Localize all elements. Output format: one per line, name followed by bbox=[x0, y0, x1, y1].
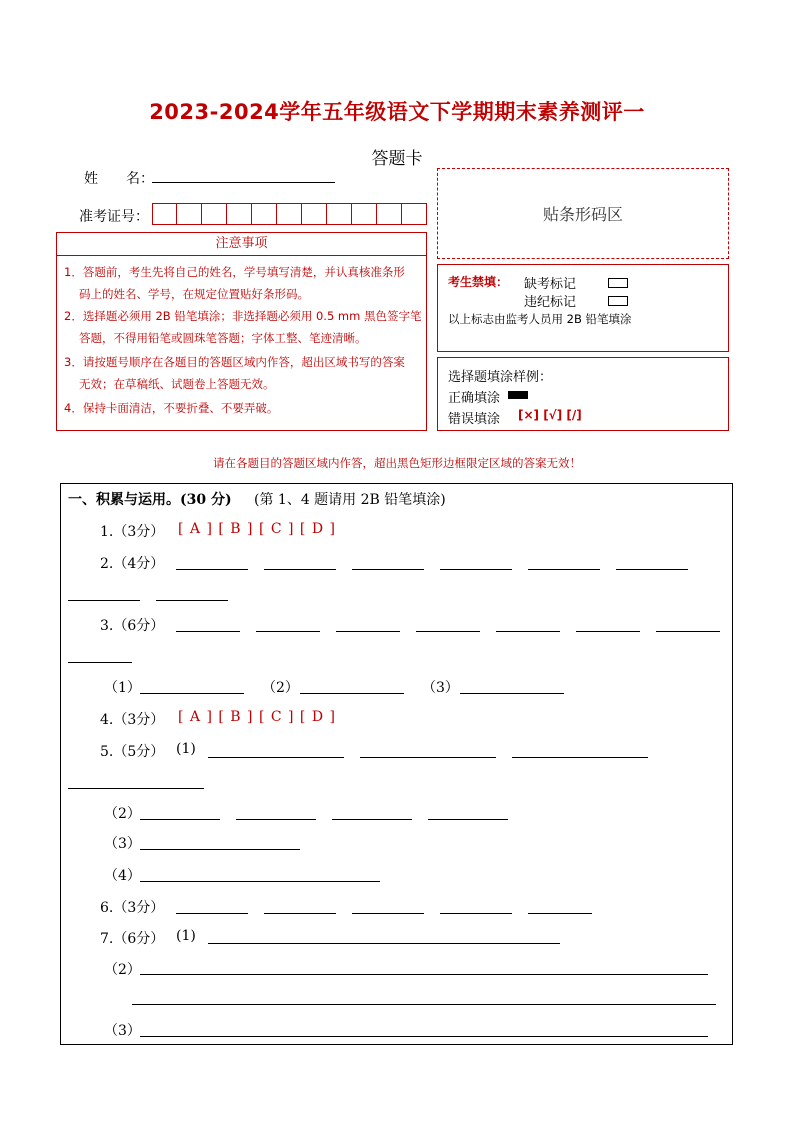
barcode-label: 贴条形码区 bbox=[542, 205, 623, 224]
wrong-label: 错误填涂 bbox=[448, 412, 501, 427]
answer-line[interactable] bbox=[264, 569, 336, 570]
answer-line[interactable] bbox=[156, 600, 228, 601]
notice-heading: 注意事项 bbox=[57, 233, 426, 256]
answer-line[interactable] bbox=[496, 631, 560, 632]
id-cell[interactable] bbox=[402, 203, 427, 225]
answer-line[interactable] bbox=[528, 913, 592, 914]
prohibited-box bbox=[437, 264, 729, 352]
answer-line[interactable] bbox=[264, 913, 336, 914]
answer-line[interactable] bbox=[428, 819, 508, 820]
id-cell[interactable] bbox=[302, 203, 327, 225]
id-cell[interactable] bbox=[152, 203, 177, 225]
answer-line[interactable] bbox=[332, 819, 412, 820]
name-label: 姓 名： bbox=[84, 171, 154, 187]
answer-line[interactable] bbox=[512, 757, 648, 758]
q7-sub3-label: （3） bbox=[104, 1023, 141, 1039]
answer-line[interactable] bbox=[352, 569, 424, 570]
notice-line: 3．请按题号顺序在各题目的答题区域内作答，超出区域书写的答案 bbox=[64, 355, 405, 369]
barcode-area bbox=[437, 168, 729, 259]
answer-line[interactable] bbox=[140, 974, 708, 975]
answer-line[interactable] bbox=[68, 662, 132, 663]
q5-sub2-label: （2） bbox=[104, 806, 141, 822]
answer-line[interactable] bbox=[460, 693, 564, 694]
answer-card-subtitle: 答题卡 bbox=[371, 149, 423, 169]
id-label: 准考证号： bbox=[79, 209, 149, 225]
answer-line[interactable] bbox=[140, 693, 244, 694]
answer-line[interactable] bbox=[360, 757, 496, 758]
filled-sample bbox=[508, 391, 528, 399]
answer-line[interactable] bbox=[68, 788, 204, 789]
q5-sub4-label: （4） bbox=[104, 868, 141, 884]
notice-line: 答题，不得用铅笔或圆珠笔答题；字体工整、笔迹清晰。 bbox=[79, 331, 367, 345]
answer-line[interactable] bbox=[440, 913, 512, 914]
answer-line[interactable] bbox=[440, 569, 512, 570]
page-title: 2023-2024学年五年级语文下学期期末素养测评一 bbox=[149, 100, 645, 124]
sample-title: 选择题填涂样例： bbox=[448, 370, 553, 385]
notice-line: 1．答题前，考生先将自己的姓名，学号填写清楚，并认真核准条形 bbox=[64, 265, 405, 279]
section-note: (第 1、4 题请用 2B 铅笔填涂) bbox=[254, 492, 446, 508]
answer-line[interactable] bbox=[140, 849, 300, 850]
violation-mark-box[interactable] bbox=[608, 296, 628, 306]
q3-sub3-label: （3） bbox=[422, 680, 459, 696]
answer-line[interactable] bbox=[336, 631, 400, 632]
q4-options[interactable]: [ A ] [ B ] [ C ] [ D ] bbox=[178, 709, 336, 725]
id-cell[interactable] bbox=[277, 203, 302, 225]
violation-label: 违纪标记 bbox=[524, 295, 577, 310]
prohibited-label: 考生禁填： bbox=[448, 275, 509, 289]
id-cells[interactable] bbox=[152, 203, 427, 225]
notice-line: 2．选择题必须用 2B 铅笔填涂；非选择题必须用 0.5 mm 黑色签字笔 bbox=[64, 309, 422, 323]
absent-label: 缺考标记 bbox=[524, 277, 577, 292]
wrong-marks: [×] [√] [/] bbox=[518, 408, 582, 422]
id-cell[interactable] bbox=[352, 203, 377, 225]
q3-sub1-label: （1） bbox=[104, 680, 141, 696]
answer-line[interactable] bbox=[140, 881, 380, 882]
answer-line[interactable] bbox=[416, 631, 480, 632]
answer-line[interactable] bbox=[236, 819, 316, 820]
absent-mark-box[interactable] bbox=[608, 278, 628, 288]
q7-sub1-label: (1) bbox=[176, 928, 196, 944]
id-cell[interactable] bbox=[227, 203, 252, 225]
q7-label: 7.（6分） bbox=[100, 931, 165, 947]
answer-line[interactable] bbox=[528, 569, 600, 570]
q5-sub3-label: （3） bbox=[104, 836, 141, 852]
answer-line[interactable] bbox=[140, 1036, 708, 1037]
notice-line: 4．保持卡面清洁，不要折叠、不要弄破。 bbox=[64, 401, 279, 415]
q3-label: 3.（6分） bbox=[100, 618, 165, 634]
id-cell[interactable] bbox=[202, 203, 227, 225]
answer-line[interactable] bbox=[132, 1004, 716, 1005]
answer-line[interactable] bbox=[352, 913, 424, 914]
answer-line[interactable] bbox=[176, 631, 240, 632]
name-field[interactable] bbox=[152, 182, 335, 183]
notice-line: 码上的姓名、学号，在规定位置贴好条形码。 bbox=[79, 287, 309, 301]
id-cell[interactable] bbox=[252, 203, 277, 225]
answer-line[interactable] bbox=[140, 819, 220, 820]
answer-line[interactable] bbox=[300, 693, 404, 694]
id-cell[interactable] bbox=[327, 203, 352, 225]
q5-label: 5.（5分） bbox=[100, 744, 165, 760]
answer-line[interactable] bbox=[176, 913, 248, 914]
q1-options[interactable]: [ A ] [ B ] [ C ] [ D ] bbox=[178, 521, 336, 537]
id-cell[interactable] bbox=[377, 203, 402, 225]
answer-line[interactable] bbox=[576, 631, 640, 632]
q4-label: 4.（3分） bbox=[100, 712, 165, 728]
sample-box bbox=[437, 357, 729, 431]
q5-sub1-label: (1) bbox=[176, 741, 196, 757]
q7-sub2-label: （2） bbox=[104, 962, 141, 978]
answer-line[interactable] bbox=[208, 757, 344, 758]
q1-label: 1.（3分） bbox=[100, 524, 165, 540]
q3-sub2-label: （2） bbox=[262, 680, 299, 696]
prohibited-note: 以上标志由监考人员用 2B 铅笔填涂 bbox=[448, 312, 632, 326]
notice-box bbox=[56, 232, 427, 431]
answer-line[interactable] bbox=[208, 943, 560, 944]
answer-line[interactable] bbox=[176, 569, 248, 570]
notice-line: 无效；在草稿纸、试题卷上答题无效。 bbox=[79, 377, 275, 391]
id-cell[interactable] bbox=[177, 203, 202, 225]
correct-label: 正确填涂 bbox=[448, 391, 501, 406]
answer-line[interactable] bbox=[616, 569, 688, 570]
warning-text: 请在各题目的答题区域内作答，超出黑色矩形边框限定区域的答案无效！ bbox=[213, 456, 581, 470]
q6-label: 6.（3分） bbox=[100, 900, 165, 916]
section-title: 一、积累与运用。(30 分) bbox=[68, 492, 232, 508]
answer-line[interactable] bbox=[68, 600, 140, 601]
q2-label: 2.（4分） bbox=[100, 556, 165, 572]
answer-line[interactable] bbox=[656, 631, 720, 632]
answer-line[interactable] bbox=[256, 631, 320, 632]
